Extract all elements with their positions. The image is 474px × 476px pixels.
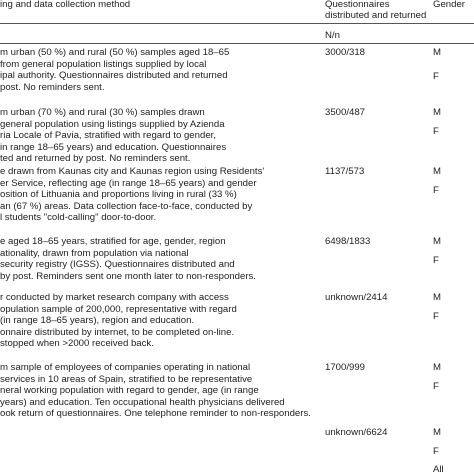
gender-value: M	[433, 166, 441, 177]
gender-value: M	[433, 236, 441, 247]
gender-value: F	[433, 311, 439, 322]
gender-value: F	[433, 71, 439, 82]
table-row-method: m urban (50 %) and rural (50 %) samples aged 18–65 from general population listings supplied by local ipal authority. Questionnaires distributed and returned post. No reminders sent.	[0, 47, 230, 93]
table-row-method: r conducted by market research company with access opulation sample of 200,000, representative with regard (in range 18–65 years), region and education. onnaire distributed by internet, to be completed on-line. stopped when >2000 received back.	[0, 292, 237, 350]
table-row-questionnaires: unknown/2414	[325, 292, 388, 303]
method-column-header: ing and data collection method	[0, 0, 131, 10]
gender-value: All	[433, 464, 444, 475]
questionnaires-subheader: N/n	[325, 30, 340, 41]
table-row-questionnaires: 1137/573	[325, 166, 365, 177]
gender-value: M	[433, 362, 441, 373]
gender-value: F	[433, 126, 439, 137]
questionnaires-column-header-line1: Questionnaires	[325, 0, 390, 10]
gender-value: M	[433, 292, 441, 303]
gender-value: F	[433, 255, 439, 266]
table-row-questionnaires: 3000/318	[325, 47, 366, 58]
header-divider	[0, 23, 474, 24]
subheader-divider	[0, 43, 474, 44]
table-row-method: m urban (70 %) and rural (30 %) samples drawn general population using listings supplied by Azienda ria Locale of Pavia, stratified with regard to gender, in range 18–65 years) and education. Questionnaires ted and returned by post. No reminders sent.	[0, 107, 227, 165]
gender-value: F	[433, 381, 439, 392]
table-row-method: e aged 18–65 years, stratified for age, gender, region ationality, drawn from population via national security registry (IGSS). Questionnaires distributed and by post. Reminders sent one month later to non-responders.	[0, 236, 256, 282]
table-row-questionnaires: 6498/1833	[325, 236, 371, 247]
table-row-method: e drawn from Kaunas city and Kaunas region using Residents' er Service, reflecting age (in range 18–65 years) and gender osition of Lithuania and proportions living in rural (33 %) an (67 %) areas. Data collection face-to-face, conducted by l students "cold-calling" door-to-door.	[0, 166, 265, 224]
questionnaires-column-header-line2: distributed and returned	[325, 10, 427, 21]
gender-value: M	[433, 107, 441, 118]
gender-value: M	[433, 427, 441, 438]
table-row-questionnaires: 3500/487	[325, 107, 366, 118]
gender-value: F	[433, 446, 439, 457]
table-row-questionnaires: unknown/6624	[325, 427, 388, 438]
gender-value: M	[433, 47, 441, 58]
gender-column-header: Gender	[433, 0, 465, 10]
table-row-questionnaires: 1700/999	[325, 362, 366, 373]
gender-value: F	[433, 185, 439, 196]
table-row-method: m sample of employees of companies operating in national services in 10 areas of Spain, stratified to be representative neral working population with regard to gender, age (in range years) and education. Ten occupational health physicians delivered ook return of questionnaires. One telephone reminder to non-responders.	[0, 362, 311, 420]
